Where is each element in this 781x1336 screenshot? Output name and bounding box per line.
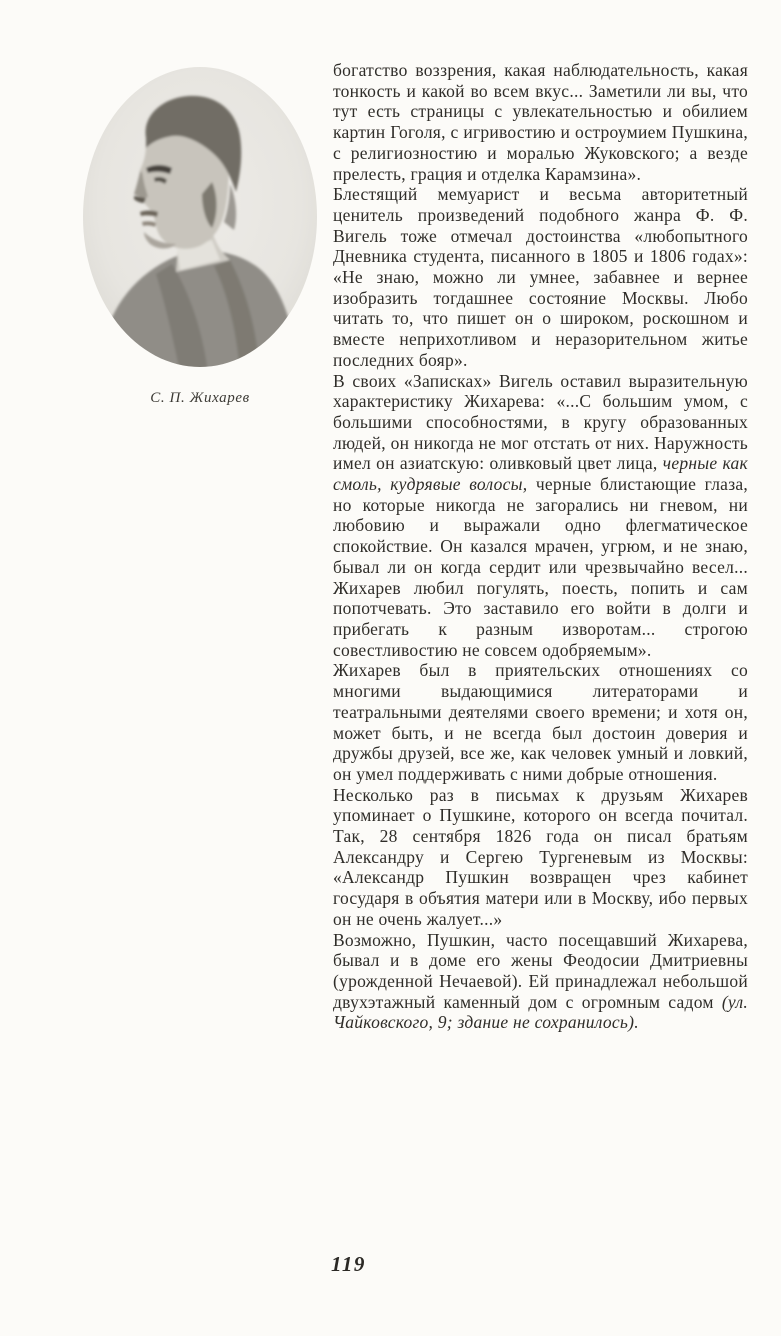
paragraph [333,371,748,661]
portrait-figure [80,64,320,407]
text-segment: В своих «Записках» Вигель оставил выразительную характеристику Жихарева: «...С большим умом, с большими способностями, в кругу образованных людей, он никогда не мог отстать от них. Наружность имел он азиатскую: оливковый цвет лица, [333,370,748,474]
paragraph [333,785,748,930]
text-column [333,60,748,1033]
paragraph [333,660,748,784]
paragraph [333,930,748,1034]
text-segment: черные блистающие глаза, но которые никогда не загорались ни гневом, ни любовию и выражали одно флегматическое спокойствие. Он казался мрачен, угрюм, и не знаю, бывал ли он когда сердит или чрезвычайно весел... Жихарев любил погулять, поесть, попить и сам попотчевать. Это заставило его войти в долги и прибегать к разным изворотам... строгою совестливостию не совсем одобряемым». [333,474,748,660]
text-segment: Несколько раз в письмах к друзьям Жихарев упоминает о Пушкине, которого он всегда почитал. Так, 28 сентября 1826 года он писал братьям Александру и Сергею Тургеневым из Москвы: «Александр Пушкин возвращен чрез кабинет государя в объятия матери или в Москву, ибо первых он не очень жалует...» [333,784,748,929]
text-segment: Возможно, Пушкин, часто посещавший Жихарева, бывал и в доме его жены Феодосии Дмитриевны (урожденной Нечаевой). Ей принадлежал небольшой двухэтажный каменный дом с огромным садом [333,929,748,1012]
text-segment: Жихарев был в приятельских отношениях со многими выдающимися литераторами и театральными деятелями своего времени; и хотя он, может быть, и не всегда был достоин доверия и дружбы друзей, все же, как человек умный и ловкий, он умел поддерживать с ними добрые отношения. [333,660,748,784]
italic-text-segment: черные как смоль, кудрявые волосы, [333,453,748,495]
figure-caption: С. П. Жихарев [150,390,250,406]
text-segment: Блестящий мемуарист и весьма авторитетный ценитель произведений подобного жанра Ф. Ф. Вигель тоже отмечал достоинства «любопытного Дневника студента, писанного в 1805 и 1806 годах»: «Не знаю, можно ли умнее, забавнее и вернее изобразить тогдашнее состояние Москвы. Любо читать то, что пишет он о широком, роскошном и вместе неприхотливом и неразорительном житье последних бояр». [333,184,748,370]
portrait-illustration [80,64,320,372]
paragraph [333,60,748,184]
italic-text-segment: (ул. Чайковского, 9; здание не сохранилось). [333,991,748,1033]
text-segment: богатство воззрения, какая наблюдательность, какая тонкость и какой во всем вкус... Заметили ли вы, что тут есть страницы с увлекательностью и обилием картин Гоголя, с игривостию и остроумием Пушкина, с религиозностию и моралью Жуковского; а везде прелесть, грация и отделка Карамзина». [333,60,748,184]
paragraph [333,184,748,370]
page-number: 119 [331,1252,366,1276]
